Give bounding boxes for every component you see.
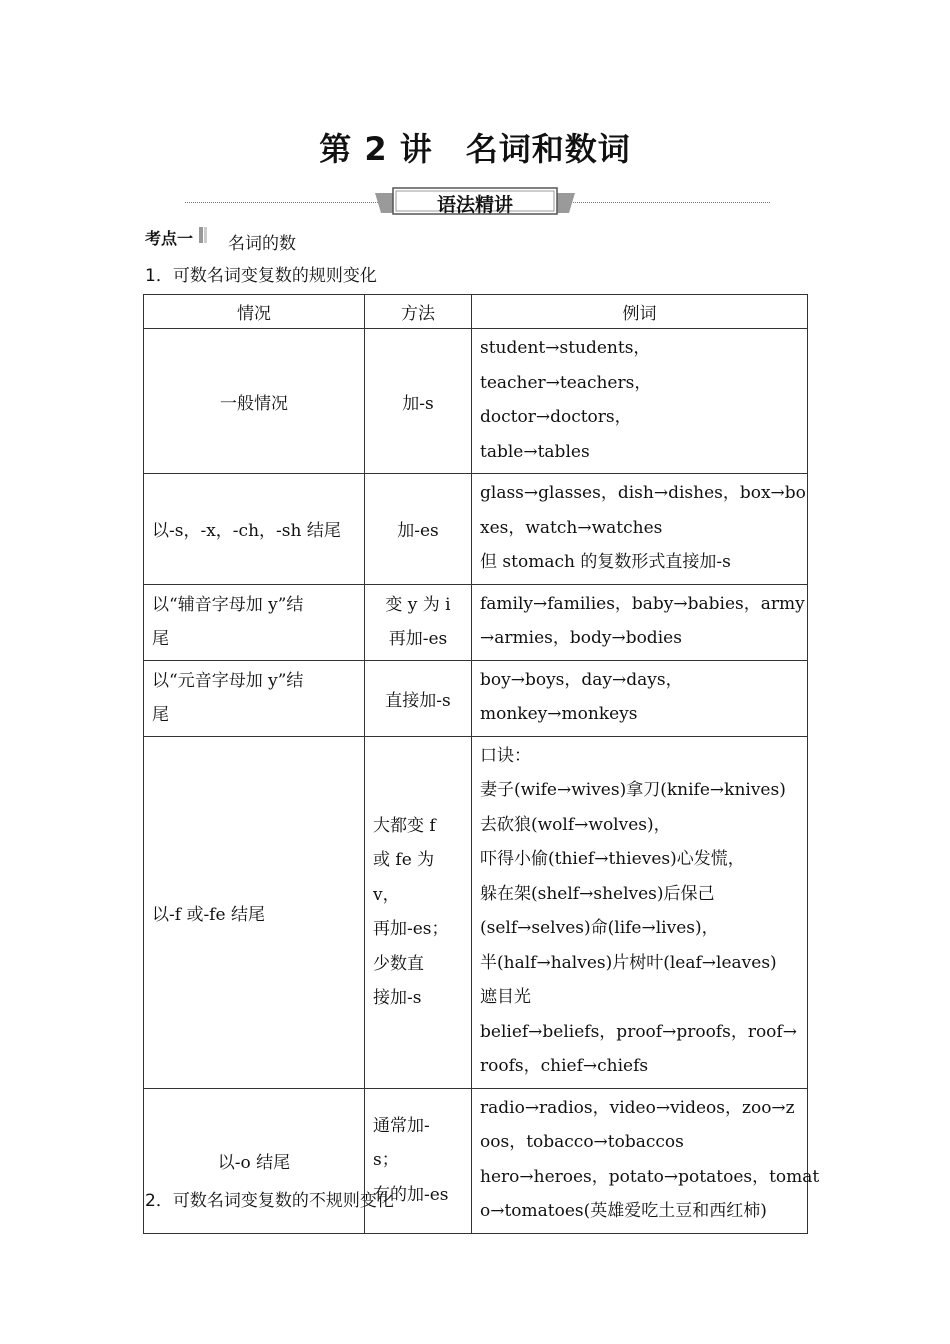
example-line: 遮目光	[480, 987, 531, 1007]
case-text: 以-f 或-fe 结尾	[152, 904, 265, 925]
example-line: table→tables	[480, 441, 590, 462]
method-text: 接加-s	[373, 988, 422, 1008]
case-text: 以-s，-x，-ch，-sh 结尾	[152, 521, 341, 542]
header-examples: 例词	[472, 295, 808, 329]
section-heading-1: 1．可数名词变复数的规则变化	[145, 266, 377, 286]
case-text: 一般情况	[220, 393, 288, 414]
table-row	[144, 584, 808, 660]
example-line: 去砍狼(wolf→wolves)，	[480, 814, 671, 835]
kaodian-label: 考点一	[145, 229, 194, 248]
example-line: oos，tobacco→tobaccos	[480, 1132, 684, 1152]
examples-cell	[472, 584, 808, 660]
header-method: 方法	[365, 295, 472, 329]
example-line: 但 stomach 的复数形式直接加-s	[480, 552, 731, 572]
example-line: 吓得小偷(thief→thieves)心发慌，	[480, 849, 745, 869]
method-cell	[365, 736, 472, 1088]
section-banner	[375, 187, 575, 217]
section-heading-2: 2．可数名词变复数的不规则变化	[145, 1191, 394, 1211]
method-text: 大都变 f	[373, 815, 436, 836]
case-text: 以“辅音字母加 y”结	[152, 594, 304, 615]
case-text: 尾	[152, 705, 169, 725]
banner-divider-left	[185, 202, 380, 203]
table-header-row	[144, 295, 808, 329]
table-row	[144, 329, 808, 474]
case-text: 尾	[152, 629, 169, 649]
plural-rules-table	[143, 294, 820, 1234]
examples-cell	[472, 1088, 820, 1233]
banner-divider-right	[570, 202, 770, 203]
examples-cell	[472, 660, 808, 736]
method-text: 再加-es；	[373, 919, 449, 939]
examples-cell	[472, 474, 808, 585]
example-line: monkey→monkeys	[480, 704, 638, 724]
example-line: 口诀：	[480, 745, 531, 766]
case-text: 以-o 结尾	[217, 1153, 291, 1173]
method-text: 加-es	[397, 521, 439, 542]
examples-cell	[472, 329, 808, 474]
example-line: student→students，	[480, 338, 651, 358]
method-text: s；	[373, 1150, 399, 1171]
example-line: glass→glasses，dish→dishes，box→bo	[480, 483, 806, 503]
example-line: (self→selves)命(life→lives)，	[480, 918, 719, 938]
example-line: belief→beliefs，proof→proofs，roof→	[480, 1021, 797, 1042]
example-line: →armies，body→bodies	[480, 628, 682, 648]
example-line: radio→radios，video→videos，zoo→z	[480, 1097, 795, 1118]
example-line: xes，watch→watches	[480, 517, 663, 538]
method-text: v，	[373, 884, 400, 905]
table-row	[144, 660, 808, 736]
example-line: hero→heroes，potato→potatoes，tomat	[480, 1166, 820, 1187]
method-cell	[365, 474, 472, 585]
method-cell	[365, 584, 472, 660]
case-cell	[144, 1088, 365, 1233]
example-line: boy→boys，day→days，	[480, 669, 683, 690]
method-text: 直接加-s	[385, 690, 451, 711]
method-cell	[365, 660, 472, 736]
examples-cell	[472, 736, 808, 1088]
case-cell	[144, 474, 365, 585]
method-text: 再加-es	[388, 629, 448, 649]
example-line: o→tomatoes(英雄爱吃土豆和西红柿)	[480, 1201, 767, 1221]
example-line: teacher→teachers，	[480, 372, 652, 393]
method-text: 加-s	[402, 393, 434, 414]
example-line: doctor→doctors，	[480, 407, 632, 427]
case-cell	[144, 584, 365, 660]
page-title: 第 2 讲 名词和数词	[319, 130, 631, 168]
example-line: family→families，baby→babies，army	[480, 593, 805, 614]
table-row	[144, 474, 808, 585]
kaodian-marker-icon	[199, 227, 207, 243]
header-case: 情况	[144, 295, 365, 329]
method-text: 少数直	[373, 953, 424, 974]
table-row	[144, 1088, 808, 1233]
method-text: 有的加-es	[373, 1184, 449, 1205]
method-cell	[365, 1088, 472, 1233]
method-text: 变 y 为 i	[385, 594, 451, 615]
case-cell	[144, 736, 365, 1088]
example-line: roofs，chief→chiefs	[480, 1056, 649, 1076]
case-cell	[144, 660, 365, 736]
table-row	[144, 736, 808, 1088]
method-text: 通常加-	[373, 1115, 430, 1136]
banner-label: 语法精讲	[436, 194, 513, 216]
method-cell	[365, 329, 472, 474]
example-line: 躲在架(shelf→shelves)后保己	[480, 883, 715, 904]
example-line: 半(half→halves)片树叶(leaf→leaves)	[480, 952, 777, 973]
method-text: 或 fe 为	[373, 850, 435, 870]
kaodian-title: 名词的数	[228, 234, 296, 254]
case-text: 以“元音字母加 y”结	[152, 670, 304, 691]
case-cell	[144, 329, 365, 474]
example-line: 妻子(wife→wives)拿刀(knife→knives)	[480, 780, 786, 800]
